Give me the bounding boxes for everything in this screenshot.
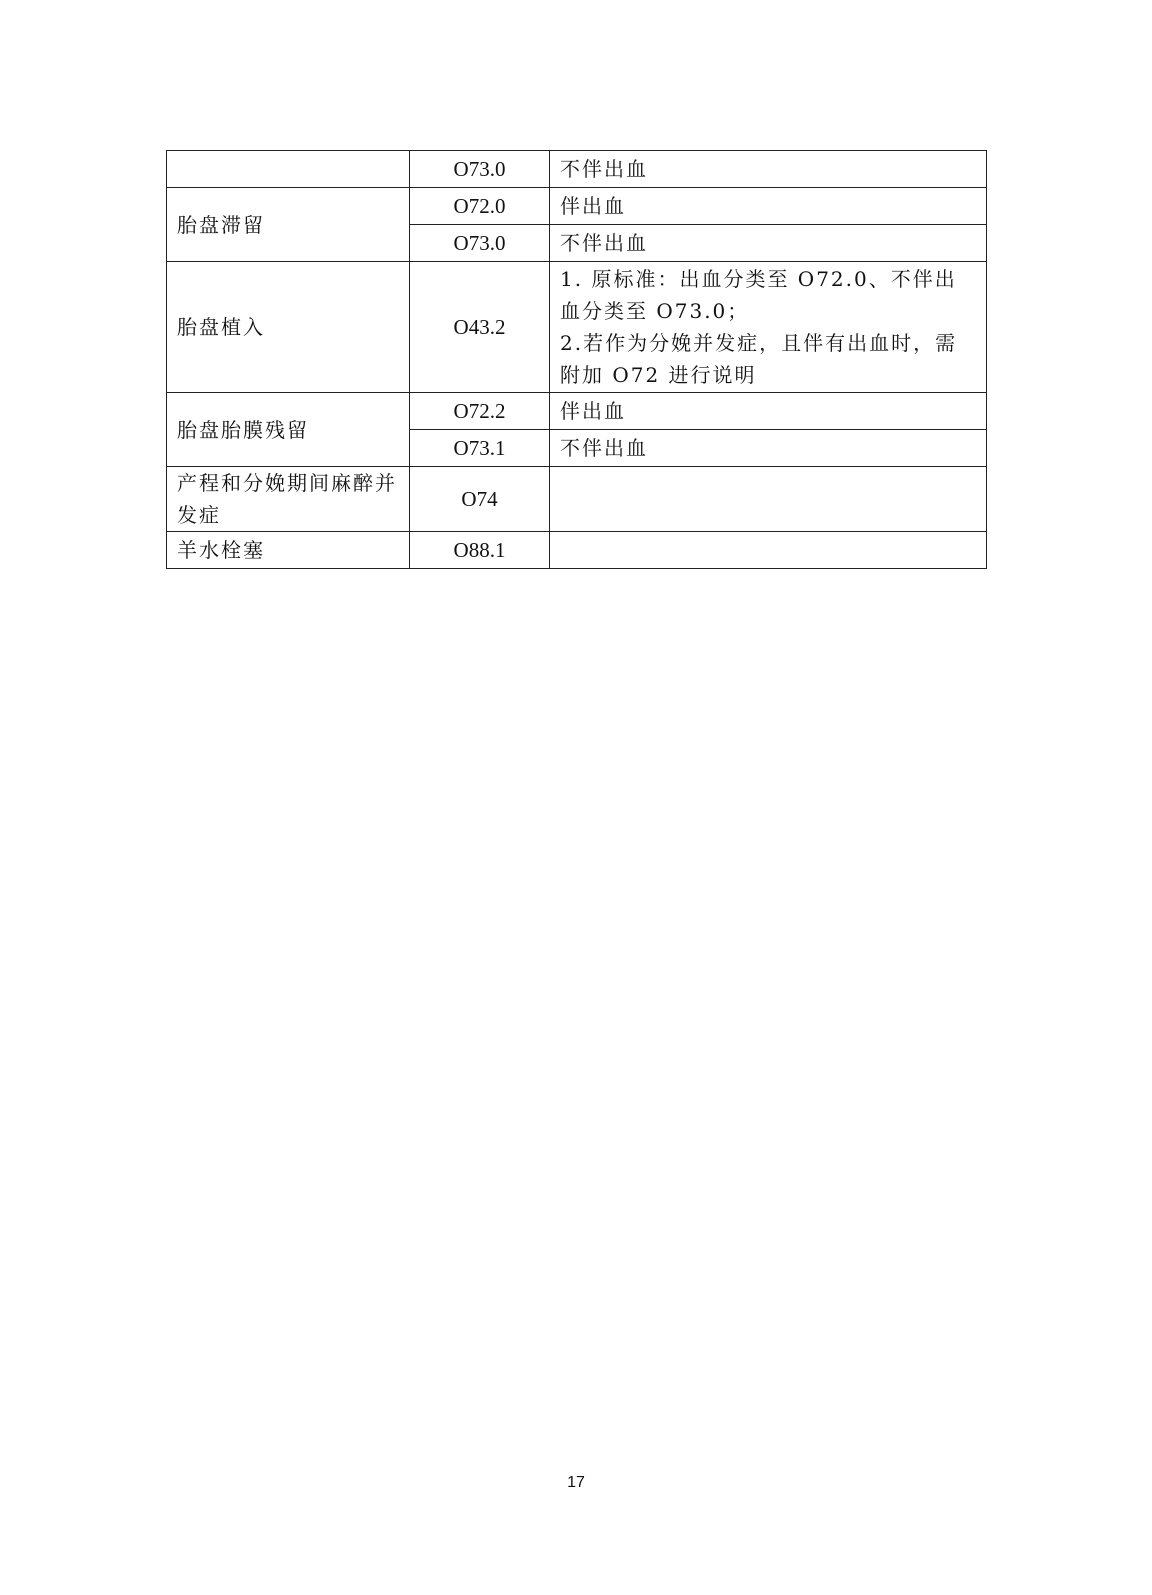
note-cell: 不伴出血 — [550, 430, 987, 467]
diagnosis-cell: 胎盘植入 — [167, 262, 410, 393]
page-number: 17 — [567, 1474, 585, 1491]
diagnosis-cell: 胎盘胎膜残留 — [167, 393, 410, 467]
code-cell: O73.0 — [410, 225, 550, 262]
code-cell: O72.0 — [410, 188, 550, 225]
diagnosis-cell: 胎盘滞留 — [167, 188, 410, 262]
note-cell — [550, 262, 987, 393]
code-cell: O72.2 — [410, 393, 550, 430]
table-row — [167, 188, 987, 225]
diagnosis-cell: 羊水栓塞 — [167, 532, 410, 569]
diagnosis-code-table — [166, 150, 987, 569]
code-cell: O73.1 — [410, 430, 550, 467]
table-row — [167, 532, 987, 569]
table-row — [167, 393, 987, 430]
code-cell: O43.2 — [410, 262, 550, 393]
note-cell — [550, 467, 987, 532]
diagnosis-cell: 产程和分娩期间麻醉并发症 — [167, 467, 410, 532]
note-cell: 伴出血 — [550, 188, 987, 225]
code-cell: O73.0 — [410, 151, 550, 188]
table-row — [167, 262, 987, 393]
diagnosis-cell — [167, 151, 410, 188]
table-row — [167, 467, 987, 532]
code-cell: O74 — [410, 467, 550, 532]
code-cell: O88.1 — [410, 532, 550, 569]
note-cell — [550, 532, 987, 569]
note-cell: 伴出血 — [550, 393, 987, 430]
note-line: 1. 原标准：出血分类至 O72.0、不伴出血分类至 O73.0； — [560, 267, 957, 323]
note-cell: 不伴出血 — [550, 225, 987, 262]
note-line: 2.若作为分娩并发症，且伴有出血时，需附加 O72 进行说明 — [560, 331, 958, 387]
table-row — [167, 151, 987, 188]
note-cell: 不伴出血 — [550, 151, 987, 188]
